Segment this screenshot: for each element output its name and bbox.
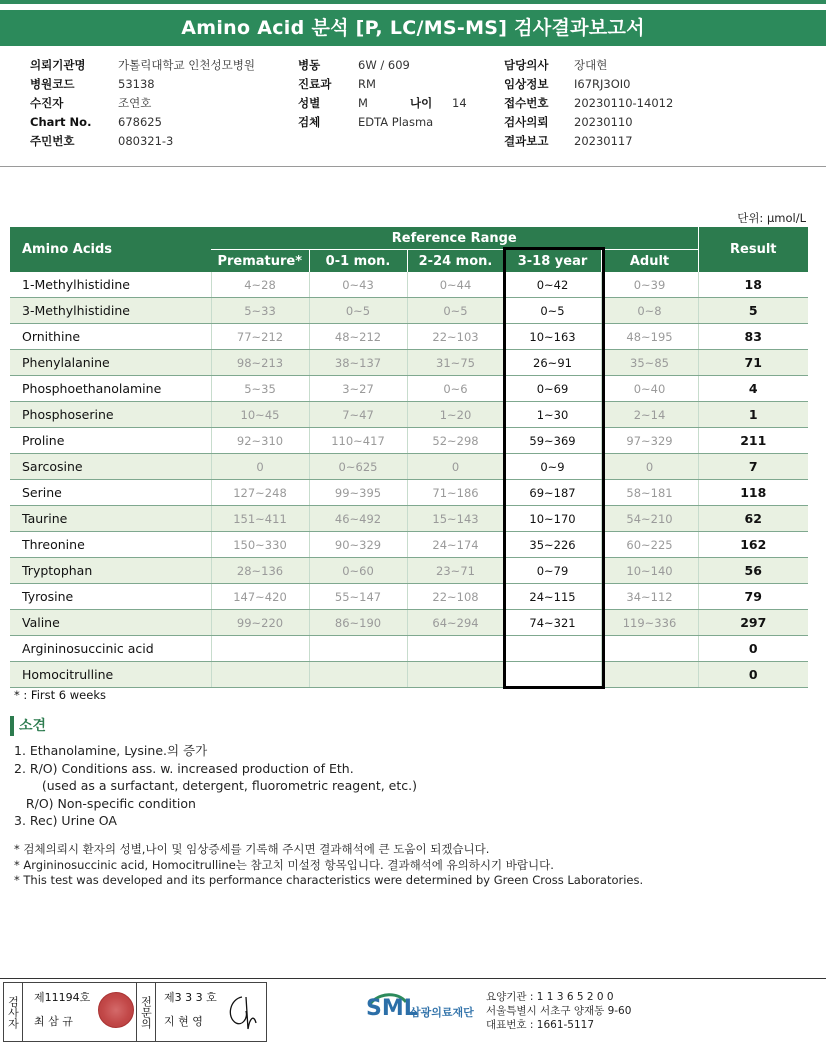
info-value: 678625: [118, 115, 162, 129]
info-label: 수진자: [30, 96, 64, 110]
finding-line: 2. R/O) Conditions ass. w. increased production of Eth.: [14, 760, 354, 776]
reference-range-cell: 0: [601, 454, 698, 480]
reference-range-cell: 0~625: [309, 454, 407, 480]
info-label: 임상정보: [504, 77, 549, 91]
reference-range-cell: 5~35: [211, 376, 309, 402]
info-label: 접수번호: [504, 96, 549, 110]
reference-range-cell: 3~27: [309, 376, 407, 402]
reference-range-cell: 1~20: [407, 402, 504, 428]
amino-acid-name: Homocitrulline: [10, 662, 211, 688]
table-row: [10, 506, 808, 532]
info-label: 결과보고: [504, 134, 549, 148]
reference-range-cell: 69~187: [504, 480, 601, 506]
amino-acid-name: Phosphoethanolamine: [10, 376, 211, 402]
reference-range-cell: 127~248: [211, 480, 309, 506]
reference-range-cell: 26~91: [504, 350, 601, 376]
table-row: [10, 350, 808, 376]
reference-range-cell: 28~136: [211, 558, 309, 584]
notes-list: [14, 842, 643, 889]
logo-mark: SML: [366, 996, 418, 1021]
table-row: [10, 324, 808, 350]
note-line: * Argininosuccinic acid, Homocitrulline는 참고치 미설정 항목입니다. 결과해석에 유의하시기 바랍니다.: [14, 857, 554, 872]
info-label: 나이: [410, 96, 433, 110]
result-value: 211: [698, 428, 808, 454]
reference-range-cell: 15~143: [407, 506, 504, 532]
note-line: * 검체의뢰시 환자의 성별,나이 및 임상증세를 기록해 주시면 결과해석에 큰 도움이 되겠습니다.: [14, 842, 490, 856]
table-row: [10, 428, 808, 454]
findings-title: 소견: [10, 716, 46, 736]
result-value: 1: [698, 402, 808, 428]
reference-range-cell: 48~212: [309, 324, 407, 350]
header-range-2-24-mon: 2-24 mon.: [407, 250, 504, 273]
reference-range-cell: 0~6: [407, 376, 504, 402]
reference-range-cell: [211, 662, 309, 688]
info-column-ward: [298, 56, 467, 132]
amino-acid-name: Sarcosine: [10, 454, 211, 480]
footnote-premature: * : First 6 weeks: [14, 688, 106, 702]
reference-range-cell: 54~210: [601, 506, 698, 532]
info-value: EDTA Plasma: [358, 115, 434, 129]
reference-range-cell: [601, 636, 698, 662]
result-value: 5: [698, 298, 808, 324]
amino-acid-name: Threonine: [10, 532, 211, 558]
result-value: 83: [698, 324, 808, 350]
report-title: Amino Acid 분석 [P, LC/MS-MS] 검사결과보고서: [0, 10, 826, 46]
reference-range-cell: 7~47: [309, 402, 407, 428]
info-label: 검사의뢰: [504, 115, 549, 129]
table-row: [10, 636, 808, 662]
info-label: 주민번호: [30, 134, 75, 148]
finding-line: R/O) Non-specific condition: [14, 795, 196, 811]
reference-range-cell: 35~85: [601, 350, 698, 376]
result-value: 162: [698, 532, 808, 558]
reference-range-cell: 5~33: [211, 298, 309, 324]
amino-acid-name: Argininosuccinic acid: [10, 636, 211, 662]
amino-acid-name: Phosphoserine: [10, 402, 211, 428]
reference-range-cell: [407, 662, 504, 688]
reference-range-cell: 99~220: [211, 610, 309, 636]
reference-range-cell: 0~43: [309, 272, 407, 298]
info-label: 성별: [298, 96, 321, 110]
reference-range-cell: 0~40: [601, 376, 698, 402]
table-row: [10, 584, 808, 610]
reference-range-cell: 60~225: [601, 532, 698, 558]
info-column-patient: [30, 56, 255, 151]
info-value: 장대현: [574, 58, 608, 72]
info-value: M: [358, 96, 368, 110]
info-value: 가톨릭대학교 인천성모병원: [118, 58, 255, 72]
reference-range-cell: 119~336: [601, 610, 698, 636]
info-value: 6W / 609: [358, 58, 410, 72]
reference-range-cell: 0~69: [504, 376, 601, 402]
reference-range-cell: 58~181: [601, 480, 698, 506]
info-value: 14: [452, 96, 467, 110]
info-value: 20230110: [574, 115, 633, 129]
result-value: 297: [698, 610, 808, 636]
reference-range-cell: 1~30: [504, 402, 601, 428]
reference-range-cell: 23~71: [407, 558, 504, 584]
top-accent-line: [0, 0, 826, 4]
table-row: [10, 558, 808, 584]
result-value: 18: [698, 272, 808, 298]
reference-range-cell: 34~112: [601, 584, 698, 610]
reference-range-cell: [504, 662, 601, 688]
header-result: Result: [698, 227, 808, 272]
info-value: 080321-3: [118, 134, 174, 148]
info-label: 의뢰기관명: [30, 58, 86, 72]
info-label: Chart No.: [30, 115, 92, 129]
table-row: [10, 610, 808, 636]
reference-range-cell: [504, 636, 601, 662]
signature-box: [3, 982, 267, 1042]
amino-acid-name: Ornithine: [10, 324, 211, 350]
finding-line: (used as a surfactant, detergent, fluorometric reagent, etc.): [14, 778, 417, 793]
result-value: 4: [698, 376, 808, 402]
header-range-adult: Adult: [601, 250, 698, 273]
reference-range-cell: 71~186: [407, 480, 504, 506]
info-value: I67RJ3OI0: [574, 77, 631, 91]
reference-range-cell: 0~9: [504, 454, 601, 480]
reference-range-cell: 0: [211, 454, 309, 480]
contact-line: 대표번호 : 1661-5117: [486, 1019, 595, 1031]
reference-range-cell: 10~163: [504, 324, 601, 350]
unit-label: 단위: μmol/L: [737, 211, 806, 225]
reference-range-cell: 10~140: [601, 558, 698, 584]
contact-line: 서울특별시 서초구 양재동 9-60: [486, 1005, 632, 1017]
result-value: 56: [698, 558, 808, 584]
result-value: 62: [698, 506, 808, 532]
header-amino-acids: Amino Acids: [10, 227, 211, 272]
table-row: [10, 532, 808, 558]
finding-line: 1. Ethanolamine, Lysine.의 증가: [14, 743, 208, 758]
reference-range-cell: [211, 636, 309, 662]
reference-range-cell: 90~329: [309, 532, 407, 558]
info-label: 병원코드: [30, 77, 75, 91]
header-range-3-18-year: 3-18 year: [504, 250, 601, 273]
amino-acid-name: Serine: [10, 480, 211, 506]
specialist-label: 전문의: [136, 983, 156, 1041]
amino-acid-name: Tryptophan: [10, 558, 211, 584]
info-label: 담당의사: [504, 58, 549, 72]
header-range-premature: Premature*: [211, 250, 309, 273]
info-value: 20230117: [574, 134, 633, 148]
amino-acid-table: [10, 227, 808, 688]
seal-stamp: [98, 992, 134, 1028]
table-row: [10, 376, 808, 402]
reference-range-cell: 99~395: [309, 480, 407, 506]
reference-range-cell: 48~195: [601, 324, 698, 350]
reference-range-cell: 0~5: [504, 298, 601, 324]
reference-range-cell: 110~417: [309, 428, 407, 454]
info-column-report: [504, 56, 673, 151]
result-value: 79: [698, 584, 808, 610]
reference-range-cell: 55~147: [309, 584, 407, 610]
reference-range-cell: 150~330: [211, 532, 309, 558]
reference-range-cell: 52~298: [407, 428, 504, 454]
findings-list: [14, 742, 417, 830]
info-label: 진료과: [298, 77, 332, 91]
amino-acid-name: Valine: [10, 610, 211, 636]
specialist-license-no: 제3 3 3 호: [164, 991, 217, 1004]
reference-range-cell: [309, 662, 407, 688]
reference-range-cell: 92~310: [211, 428, 309, 454]
info-label: 병동: [298, 58, 321, 72]
specialist-name: 지 현 영: [164, 1015, 203, 1028]
tester-license-no: 제11194호: [34, 991, 91, 1004]
reference-range-cell: 0~5: [407, 298, 504, 324]
info-value: 조연호: [118, 96, 152, 110]
amino-acid-name: Phenylalanine: [10, 350, 211, 376]
footer-divider: [0, 978, 826, 979]
table-row: [10, 272, 808, 298]
reference-range-cell: 24~115: [504, 584, 601, 610]
reference-range-cell: 0~8: [601, 298, 698, 324]
amino-acid-name: Proline: [10, 428, 211, 454]
sml-logo: [366, 990, 484, 1032]
reference-range-cell: 10~170: [504, 506, 601, 532]
reference-range-cell: 46~492: [309, 506, 407, 532]
table-row: [10, 298, 808, 324]
amino-acid-name: Tyrosine: [10, 584, 211, 610]
reference-range-cell: 59~369: [504, 428, 601, 454]
info-label: 검체: [298, 115, 321, 129]
reference-range-cell: 24~174: [407, 532, 504, 558]
reference-range-cell: 22~103: [407, 324, 504, 350]
table-row: [10, 662, 808, 688]
contact-line: 요양기관 : 1 1 3 6 5 2 0 0: [486, 991, 614, 1003]
result-value: 7: [698, 454, 808, 480]
header-reference-range: Reference Range: [211, 227, 698, 250]
table-row: [10, 480, 808, 506]
reference-range-cell: 22~108: [407, 584, 504, 610]
reference-range-cell: 2~14: [601, 402, 698, 428]
contact-info: [486, 990, 631, 1032]
section-divider: [0, 166, 826, 167]
reference-range-cell: 35~226: [504, 532, 601, 558]
header-range-0-1-mon: 0-1 mon.: [309, 250, 407, 273]
reference-range-cell: 98~213: [211, 350, 309, 376]
reference-range-cell: 0~79: [504, 558, 601, 584]
amino-acid-name: 3-Methylhistidine: [10, 298, 211, 324]
reference-range-cell: 0~5: [309, 298, 407, 324]
reference-range-cell: [309, 636, 407, 662]
reference-range-cell: 0~39: [601, 272, 698, 298]
reference-range-cell: 4~28: [211, 272, 309, 298]
reference-range-cell: 97~329: [601, 428, 698, 454]
reference-range-cell: 0: [407, 454, 504, 480]
table-row: [10, 454, 808, 480]
reference-range-cell: 77~212: [211, 324, 309, 350]
reference-range-cell: 147~420: [211, 584, 309, 610]
tester-name: 최 삼 규: [34, 1015, 73, 1028]
reference-range-cell: 10~45: [211, 402, 309, 428]
reference-range-cell: [601, 662, 698, 688]
amino-acid-name: 1-Methylhistidine: [10, 272, 211, 298]
result-value: 0: [698, 662, 808, 688]
result-value: 0: [698, 636, 808, 662]
logo-name: 삼광의료재단: [410, 1006, 474, 1019]
amino-acid-name: Taurine: [10, 506, 211, 532]
reference-range-cell: 0~42: [504, 272, 601, 298]
table-row: [10, 402, 808, 428]
note-line: * This test was developed and its performance characteristics were determined by Green Cross Laboratories.: [14, 873, 644, 887]
info-value: 20230110-14012: [574, 96, 674, 110]
finding-line: 3. Rec) Urine OA: [14, 813, 117, 828]
reference-range-cell: 0~60: [309, 558, 407, 584]
reference-range-cell: 86~190: [309, 610, 407, 636]
reference-range-cell: 38~137: [309, 350, 407, 376]
reference-range-cell: 64~294: [407, 610, 504, 636]
reference-range-cell: 31~75: [407, 350, 504, 376]
tester-label: 검사자: [4, 983, 23, 1041]
info-value: RM: [358, 77, 376, 91]
result-value: 118: [698, 480, 808, 506]
reference-range-cell: [407, 636, 504, 662]
reference-range-cell: 0~44: [407, 272, 504, 298]
result-value: 71: [698, 350, 808, 376]
handwritten-signature: [222, 989, 262, 1033]
reference-range-cell: 151~411: [211, 506, 309, 532]
reference-range-cell: 74~321: [504, 610, 601, 636]
info-value: 53138: [118, 77, 155, 91]
